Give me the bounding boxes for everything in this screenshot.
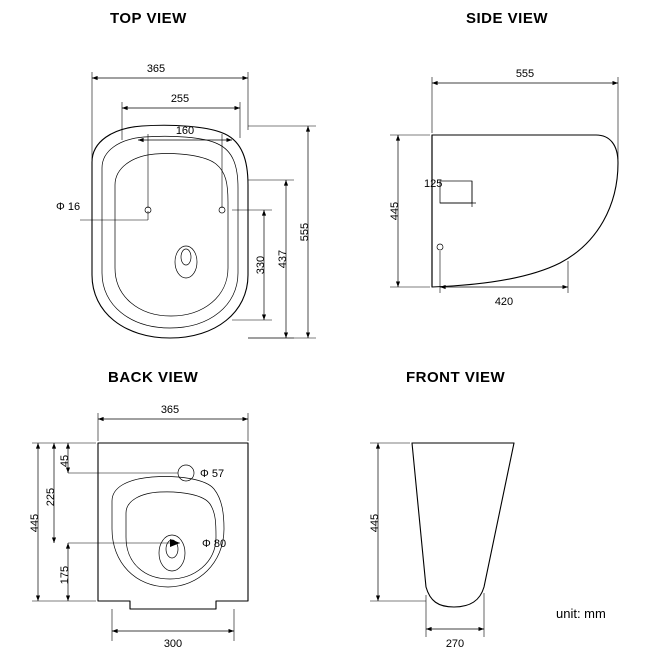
view-title-top: TOP VIEW [110,10,187,27]
front-view-drawing [350,405,630,650]
dim-top-hole-dia: Φ 16 [56,201,81,213]
back-view-drawing [20,405,320,650]
dim-top-330: 330 [255,255,267,275]
dim-back-225: 225 [45,487,57,507]
dim-back-45: 45 [59,454,71,468]
dim-front-445: 445 [369,513,381,533]
view-title-front: FRONT VIEW [406,369,506,386]
dim-top-437: 437 [277,249,289,269]
view-title-back: BACK VIEW [108,369,199,386]
dim-top-160: 160 [175,125,195,137]
dim-back-175: 175 [59,565,71,585]
dim-side-420: 420 [494,296,514,308]
dim-side-555: 555 [515,68,535,80]
view-title-side: SIDE VIEW [466,10,549,27]
unit-note: unit: mm [556,606,606,621]
dim-back-445: 445 [29,513,41,533]
dim-side-445: 445 [389,201,401,221]
dim-back-dia-80: Φ 80 [202,538,227,550]
dim-side-125: 125 [424,178,443,190]
top-view-drawing [20,50,350,350]
dim-top-width-365: 365 [146,63,166,75]
dim-back-365: 365 [160,405,180,416]
dim-back-dia-57: Φ 57 [200,468,225,480]
dim-top-255: 255 [170,93,190,105]
side-view-drawing [360,55,650,345]
dim-front-270: 270 [445,638,465,650]
dim-back-300: 300 [163,638,183,650]
dim-top-555: 555 [299,222,311,242]
